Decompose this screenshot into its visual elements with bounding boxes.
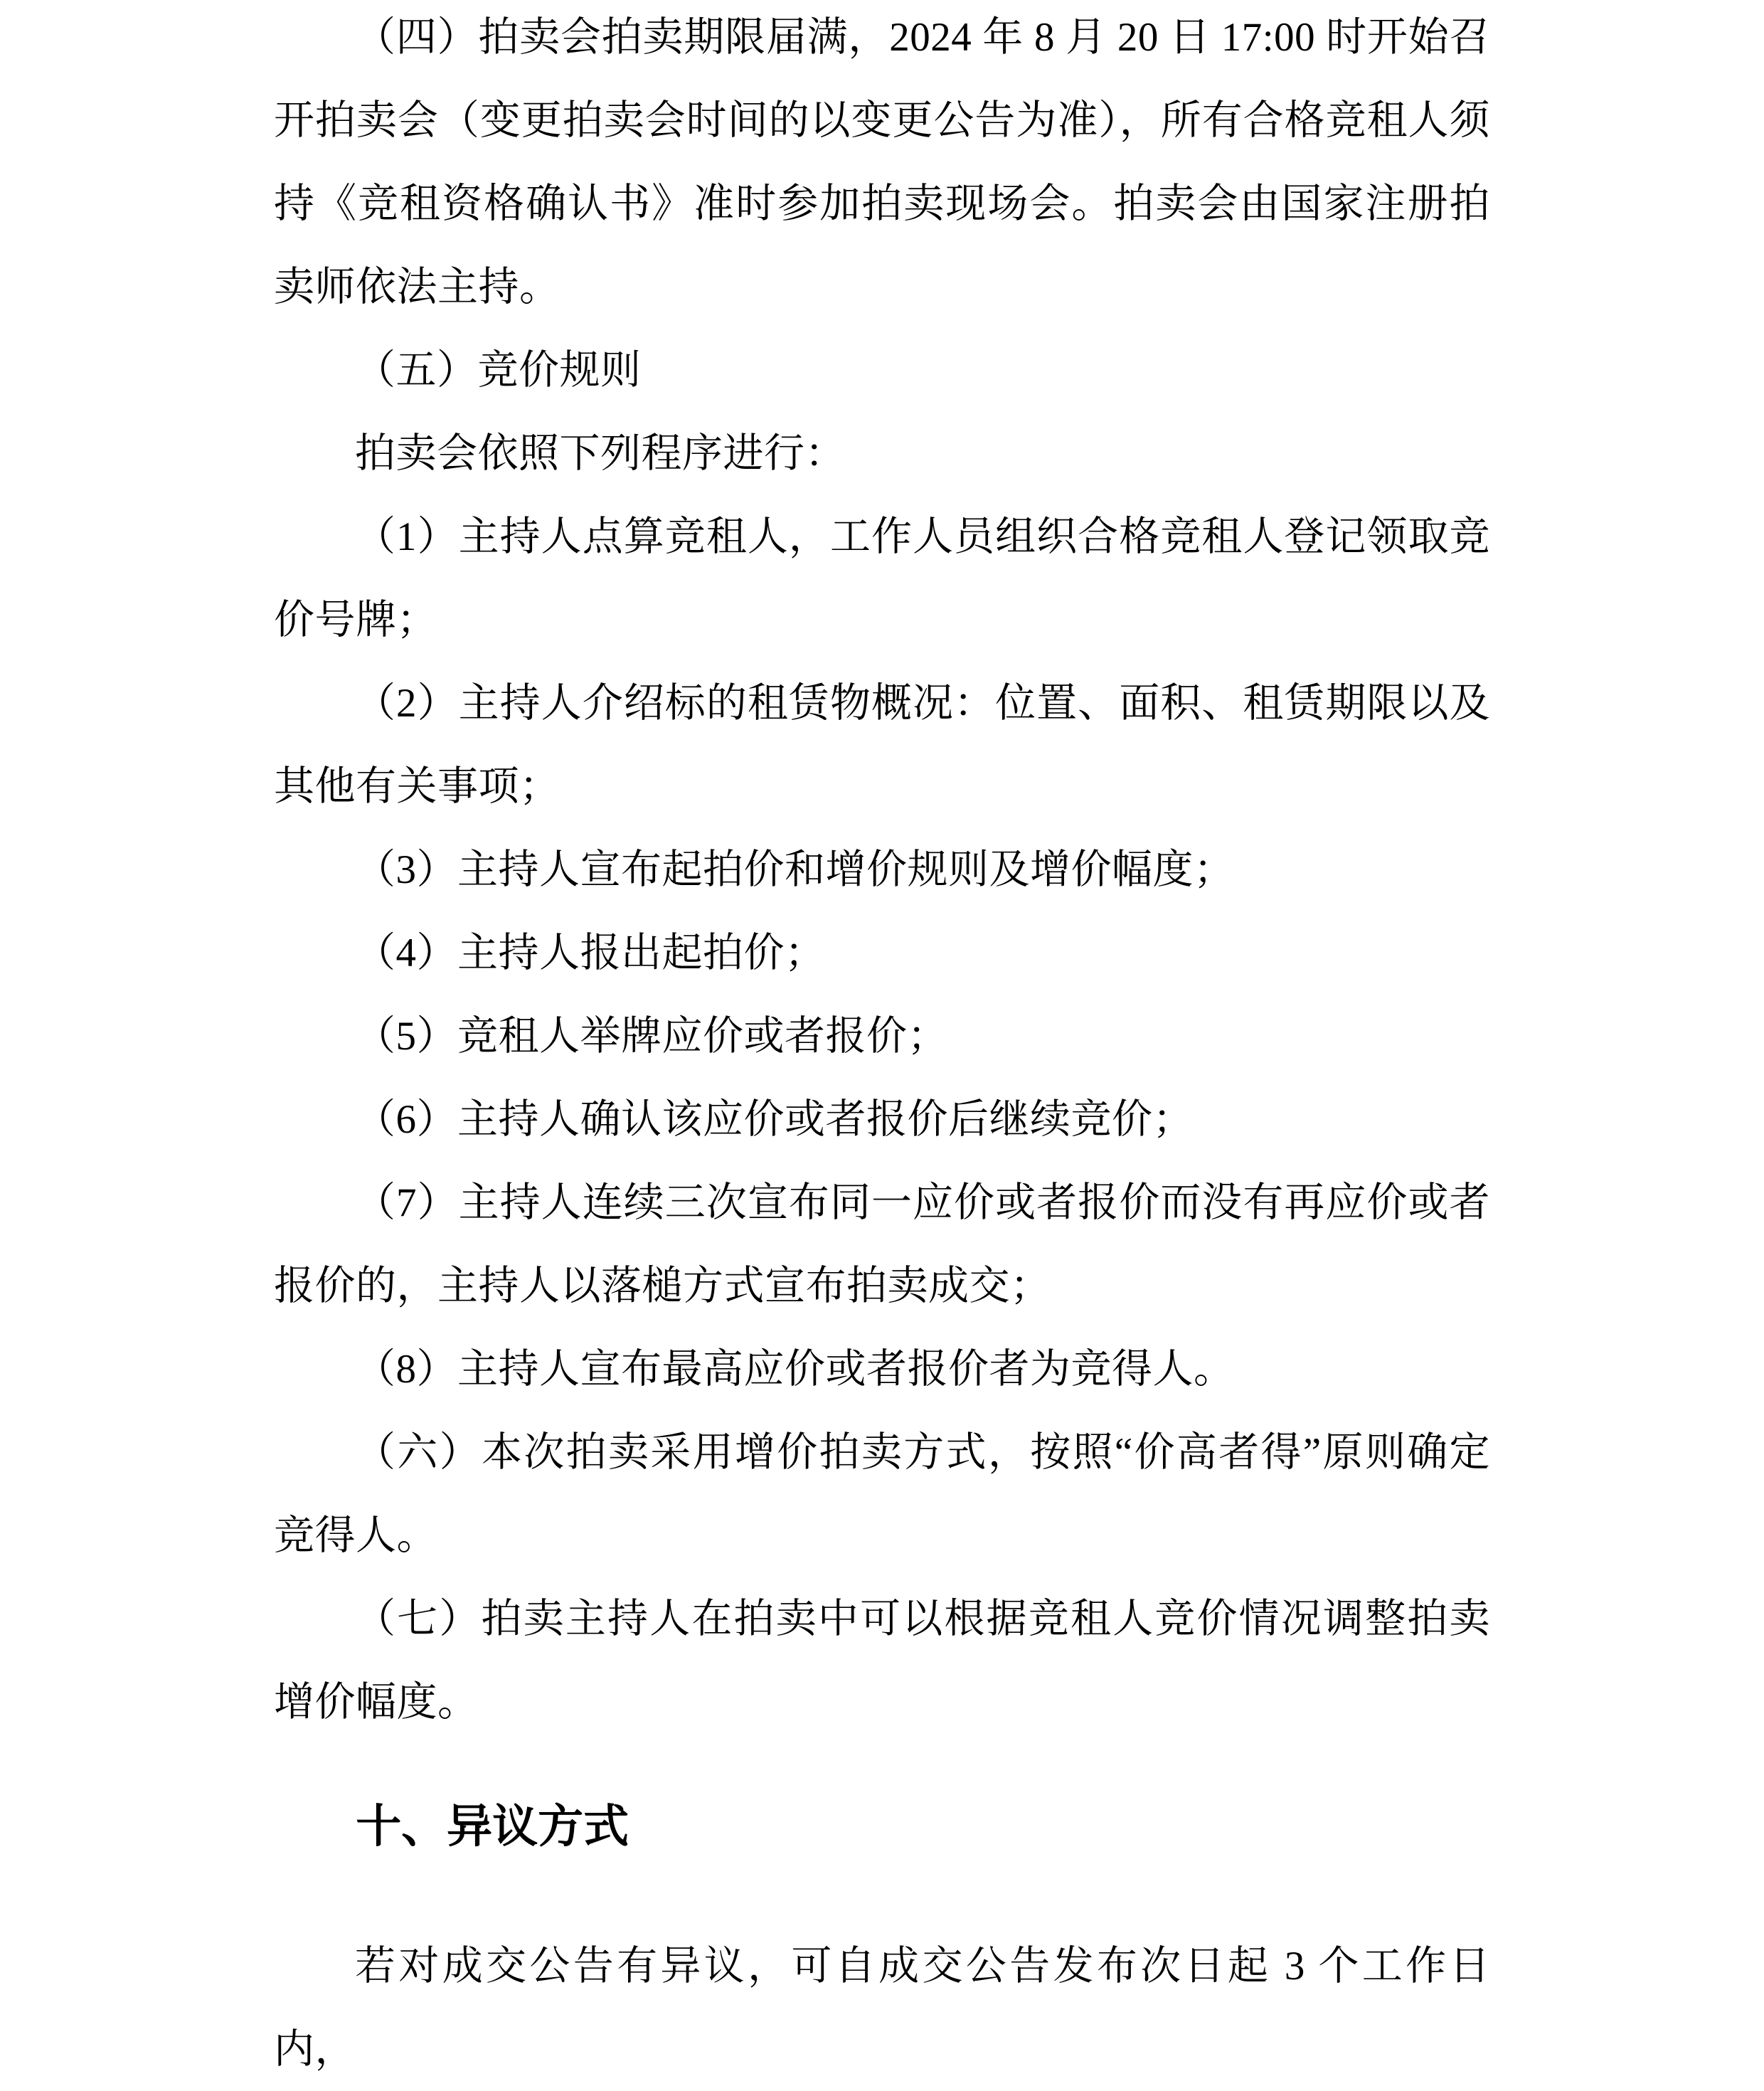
paragraph-procedure-intro: 拍卖会依照下列程序进行： — [355, 431, 846, 476]
paragraph-step-4: （4）主持人报出起拍价； — [355, 931, 826, 975]
paragraph-step-7: （7）主持人连续三次宣布同一应价或者报价而没有再应价或者报价的，主持人以落槌方式宣布拍卖成交； — [274, 1180, 1490, 1308]
paragraph-highest-bid-principle: （六）本次拍卖采用增价拍卖方式，按照“价高者得”原则确定竞得人。 — [274, 1430, 1490, 1558]
paragraph-step-8: （8）主持人宣布最高应价或者报价者为竞得人。 — [355, 1347, 1235, 1392]
paragraph-step-2: （2）主持人介绍标的租赁物概况：位置、面积、租赁期限以及其他有关事项； — [274, 681, 1490, 809]
paragraph-step-1: （1）主持人点算竞租人，工作人员组织合格竞租人登记领取竞价号牌； — [274, 514, 1490, 642]
paragraph-adjust-increment: （七）拍卖主持人在拍卖中可以根据竞租人竞价情况调整拍卖增价幅度。 — [274, 1597, 1490, 1725]
paragraph-step-6: （6）主持人确认该应价或者报价后继续竞价； — [355, 1097, 1194, 1142]
paragraph-auction-meeting: （四）拍卖会拍卖期限届满，2024 年 8 月 20 日 17:00 时开始召开拍卖会（变更拍卖会时间的以变更公告为准），所有合格竞租人须持《竞租资格确认书》准时参加拍卖现场会。拍卖会由国家注册拍卖师依法主持。 — [274, 15, 1490, 309]
section-heading-objection-method: 十、异议方式 — [356, 1801, 629, 1852]
paragraph-step-3: （3）主持人宣布起拍价和增价规则及增价幅度； — [355, 847, 1235, 892]
paragraph-step-5: （5）竞租人举牌应价或者报价； — [355, 1014, 948, 1059]
paragraph-objection-intro: 若对成交公告有异议，可自成交公告发布次日起 3 个工作日内， — [274, 1944, 1490, 2072]
paragraph-bidding-rules-title: （五）竞价规则 — [355, 348, 642, 393]
